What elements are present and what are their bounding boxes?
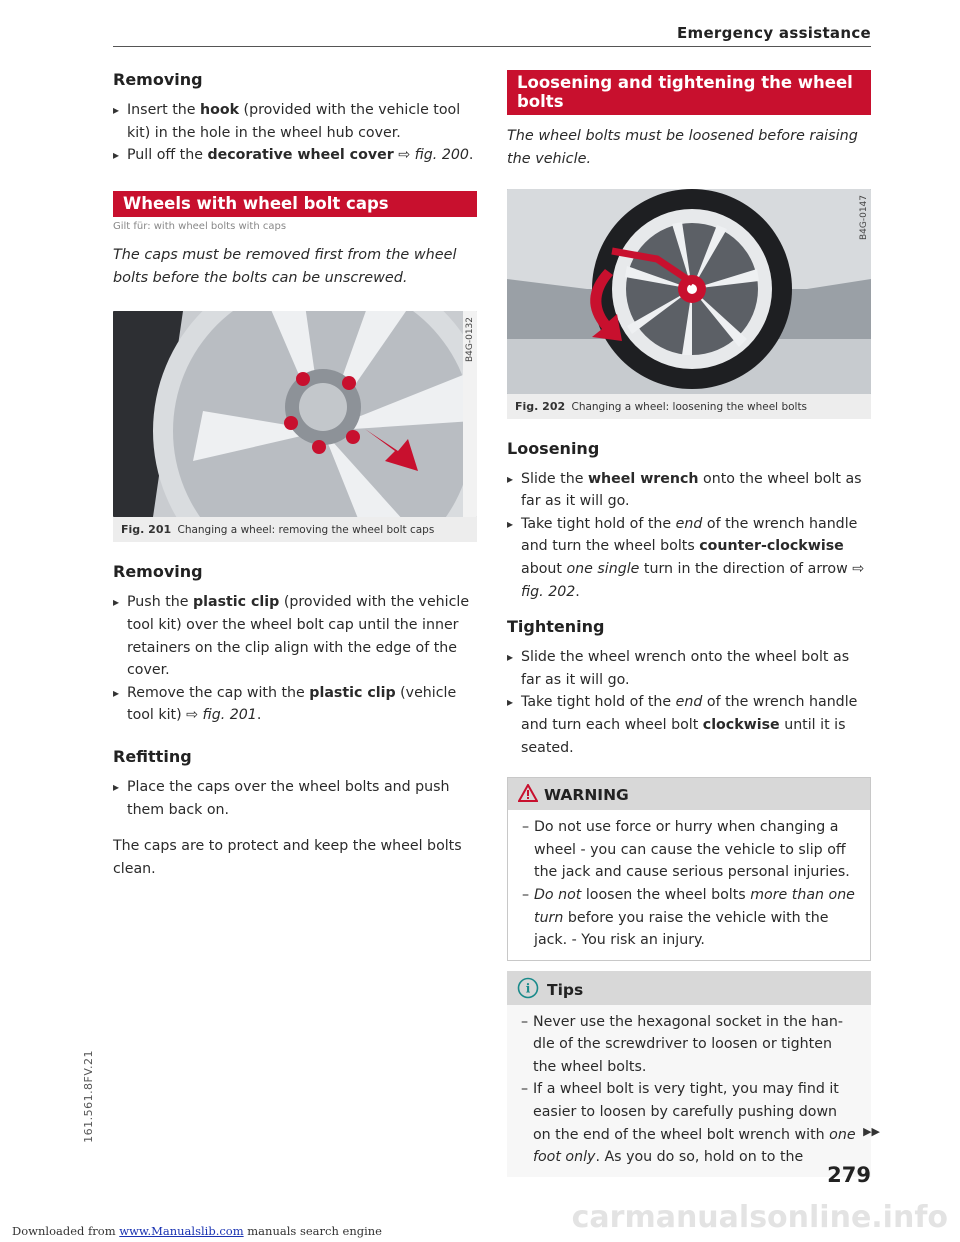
warning-triangle-icon [518,784,538,802]
removing-heading: Removing [113,70,203,89]
section-title-bolt-caps: Wheels with wheel bolt caps [113,191,477,217]
section-header-title: Emergency assistance [676,24,871,42]
loosening-heading: Loosening [507,438,600,458]
warning-box [507,777,871,961]
tip-item: – Never use the hexagonal socket in the handle of the screwdriver to loosen or tighten the wheel bolts. [521,1011,857,1079]
refitting-heading: Refitting [113,746,192,766]
tips-body [507,1005,871,1177]
figure-202 [507,189,871,394]
figure-201-caption: Fig. 201 Changing a wheel: removing the wheel bolt caps [113,517,477,542]
closing-paragraph: The caps are to protect and keep the wheel bolts clean. [113,838,462,877]
applicability-note: Gilt für: with wheel bolts with caps [113,220,287,232]
figure-202-caption: Fig. 202 Changing a wheel: loosening the wheel bolts [507,394,871,419]
list-item: ▸ Place the caps over the wheel bolts and push them back on. [113,776,477,821]
tips-header: i Tips [507,971,871,1005]
watermark: carmanualsonline.info [571,1200,948,1235]
page-number: 279 [827,1163,871,1187]
wheel-wrench-illustration [507,189,871,394]
warning-item: – Do not use force or hurry when changing a wheel - you can cause the vehicle to slip off the jack and cause serious personal injuries. [522,816,856,884]
left-column [113,66,477,880]
header-rule [113,46,871,47]
list-item: ▸ Slide the wheel wrench onto the wheel bolt as far as it will go. [507,646,871,691]
document-code: 161.561.8FV.21 [82,1050,95,1143]
list-item: ▸ Insert the hook (provided with the vehicle tool kit) in the hole in the wheel hub cover. [113,99,477,144]
loosening-steps [507,468,871,604]
refitting-steps [113,776,477,821]
list-item: ▸ Push the plastic clip (provided with the vehicle tool kit) over the wheel bolt cap until the inner retainers on the clip align with the edge of the cover. [113,591,477,681]
warning-item: – Do not loosen the wheel bolts more than one turn before you raise the vehicle with the jack. - You risk an injury. [522,884,856,952]
manualslib-link[interactable]: www.Manualslib.com [119,1224,244,1238]
tightening-heading: Tightening [507,617,605,637]
section-lead-right: The wheel bolts must be loosened before raising the vehicle. [507,128,858,167]
continue-arrow-icon: ▶▶ [863,1125,880,1138]
list-item: ▸ Take tight hold of the end of the wrench handle and turn each wheel bolt clockwise until it is seated. [507,691,871,759]
section-title-wheel-bolts: Loosening and tightening the wheel bolts [507,70,871,115]
warning-body [508,810,870,960]
svg-text:i: i [525,981,531,996]
removing-heading-2: Removing [113,562,203,582]
right-column [507,66,871,1177]
tip-item: – If a wheel bolt is very tight, you may find it easier to loosen by carefully pushing down on the end of the wheel bolt wrench with one foot only. As you do so, hold on to the [521,1078,857,1168]
wheel-bolt-caps-illustration [113,311,477,517]
figure-code: B4G-0132 [465,317,475,363]
list-item: ▸ Remove the cap with the plastic clip (vehicle tool kit) ⇨ fig. 201. [113,682,477,727]
list-item: ▸ Slide the wheel wrench onto the wheel bolt as far as it will go. [507,468,871,513]
tightening-steps [507,646,871,759]
warning-header: WARNING [508,778,870,810]
figure-201 [113,311,477,517]
figure-code: B4G-0147 [859,194,869,240]
tips-box [507,971,871,1177]
list-item: ▸ Take tight hold of the end of the wrench handle and turn the wheel bolts counter-clockwise about one single turn in the direction of arrow ⇨ fig. 202. [507,513,871,603]
removing-steps [113,99,477,167]
download-footer: Downloaded from www.Manualslib.com manuals search engine [12,1224,382,1238]
info-icon [517,977,539,999]
removing-steps-2 [113,591,477,727]
list-item: ▸ Pull off the decorative wheel cover ⇨ fig. 200. [113,144,477,167]
section-lead: The caps must be removed first from the wheel bolts before the bolts can be unscrewed. [113,246,457,286]
